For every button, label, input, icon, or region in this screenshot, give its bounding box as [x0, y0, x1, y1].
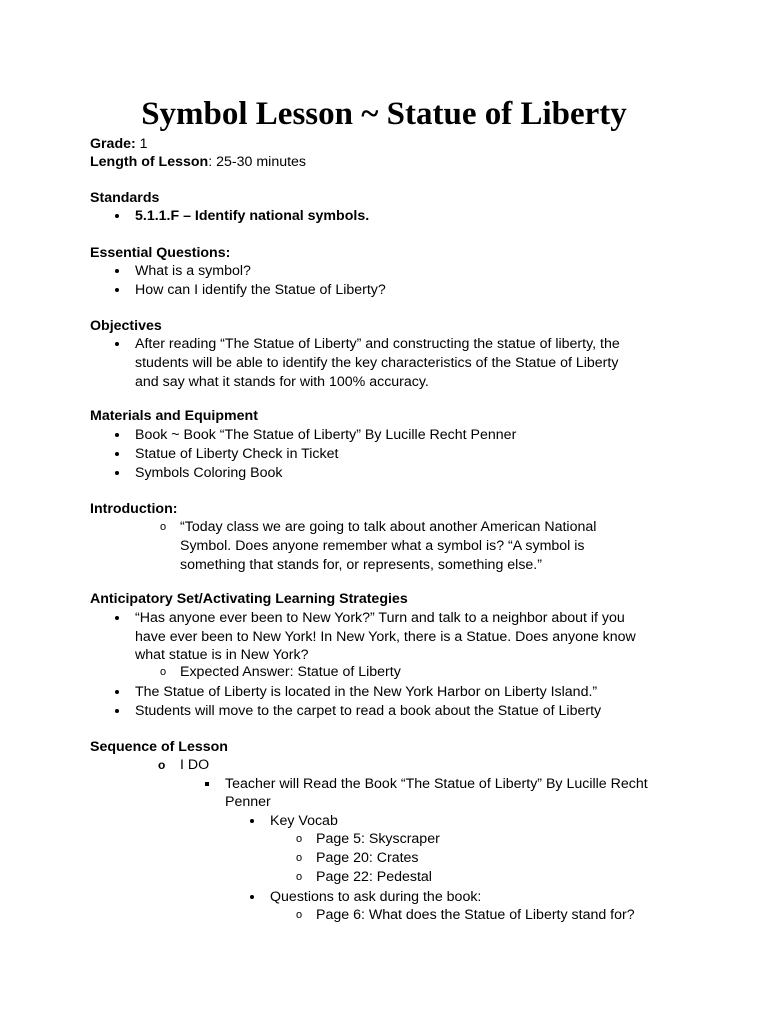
vocab-item: Page 5: Skyscraper [316, 831, 440, 847]
standards-heading: Standards [90, 190, 160, 206]
circle-bullet-icon: o [158, 758, 166, 772]
circle-bullet-icon: o [160, 521, 167, 533]
introduction-line: something that stands for, or represents, something else.” [180, 557, 542, 573]
question-item: Page 6: What does the Statue of Liberty stand for? [316, 907, 635, 923]
bullet-dot-icon [115, 471, 119, 475]
length-label: Length of Lesson [90, 154, 209, 170]
essential-item: How can I identify the Statue of Liberty? [135, 282, 386, 298]
square-bullet-icon [205, 782, 209, 786]
key-vocab-label: Key Vocab [270, 813, 338, 829]
introduction-line: “Today class we are going to talk about another American National [180, 519, 597, 535]
vocab-item: Page 20: Crates [316, 850, 419, 866]
bullet-dot-icon [115, 433, 119, 437]
anticipatory-heading: Anticipatory Set/Activating Learning Strategies [90, 591, 408, 607]
anticipatory-item: The Statue of Liberty is located in the New York Harbor on Liberty Island.” [135, 684, 598, 700]
objectives-line: After reading “The Statue of Liberty” and constructing the statue of liberty, the [135, 336, 620, 352]
vocab-item: Page 22: Pedestal [316, 869, 432, 885]
bullet-dot-icon [115, 214, 119, 218]
bullet-dot-icon [115, 690, 119, 694]
bullet-dot-icon [250, 895, 254, 899]
bullet-dot-icon [250, 819, 254, 823]
essential-heading: Essential Questions: [90, 245, 231, 261]
materials-item: Symbols Coloring Book [135, 465, 283, 481]
read-book-line: Penner [225, 794, 271, 810]
anticipatory-line: “Has anyone ever been to New York?” Turn and talk to a neighbor about if you [135, 610, 625, 626]
anticipatory-line: what statue is in New York? [135, 647, 309, 663]
objectives-line: and say what it stands for with 100% accuracy. [135, 374, 429, 390]
grade-value: 1 [135, 136, 148, 152]
bullet-dot-icon [115, 452, 119, 456]
expected-answer: Expected Answer: Statue of Liberty [180, 664, 401, 680]
circle-bullet-icon: o [296, 833, 303, 845]
anticipatory-line: have ever been to New York! In New York, there is a Statue. Does anyone know [135, 629, 636, 645]
objectives-line: students will be able to identify the key characteristics of the Statue of Liberty [135, 355, 619, 371]
i-do-label: I DO [180, 757, 210, 773]
circle-bullet-icon: o [296, 871, 303, 883]
length-line [90, 153, 306, 171]
grade-line [90, 135, 148, 153]
circle-bullet-icon: o [296, 909, 303, 921]
questions-label: Questions to ask during the book: [270, 889, 482, 905]
materials-item: Book ~ Book “The Statue of Liberty” By Lucille Recht Penner [135, 427, 517, 443]
materials-item: Statue of Liberty Check in Ticket [135, 446, 339, 462]
circle-bullet-icon: o [160, 666, 167, 678]
circle-bullet-icon: o [296, 852, 303, 864]
bullet-dot-icon [115, 342, 119, 346]
anticipatory-item: Students will move to the carpet to read a book about the Statue of Liberty [135, 703, 602, 719]
objectives-heading: Objectives [90, 318, 162, 334]
bullet-dot-icon [115, 709, 119, 713]
sequence-heading: Sequence of Lesson [90, 739, 228, 755]
bullet-dot-icon [115, 288, 119, 292]
standards-item: 5.1.1.F – Identify national symbols. [135, 208, 370, 224]
grade-label: Grade: [90, 136, 136, 152]
introduction-heading: Introduction: [90, 501, 178, 517]
length-value: : 25-30 minutes [208, 154, 307, 170]
page-title: Symbol Lesson ~ Statue of Liberty [141, 96, 627, 132]
bullet-dot-icon [115, 616, 119, 620]
introduction-line: Symbol. Does anyone remember what a symbol is? “A symbol is [180, 538, 585, 554]
read-book-line: Teacher will Read the Book “The Statue of Liberty” By Lucille Recht [225, 776, 648, 792]
essential-item: What is a symbol? [135, 263, 251, 279]
materials-heading: Materials and Equipment [90, 408, 258, 424]
bullet-dot-icon [115, 269, 119, 273]
